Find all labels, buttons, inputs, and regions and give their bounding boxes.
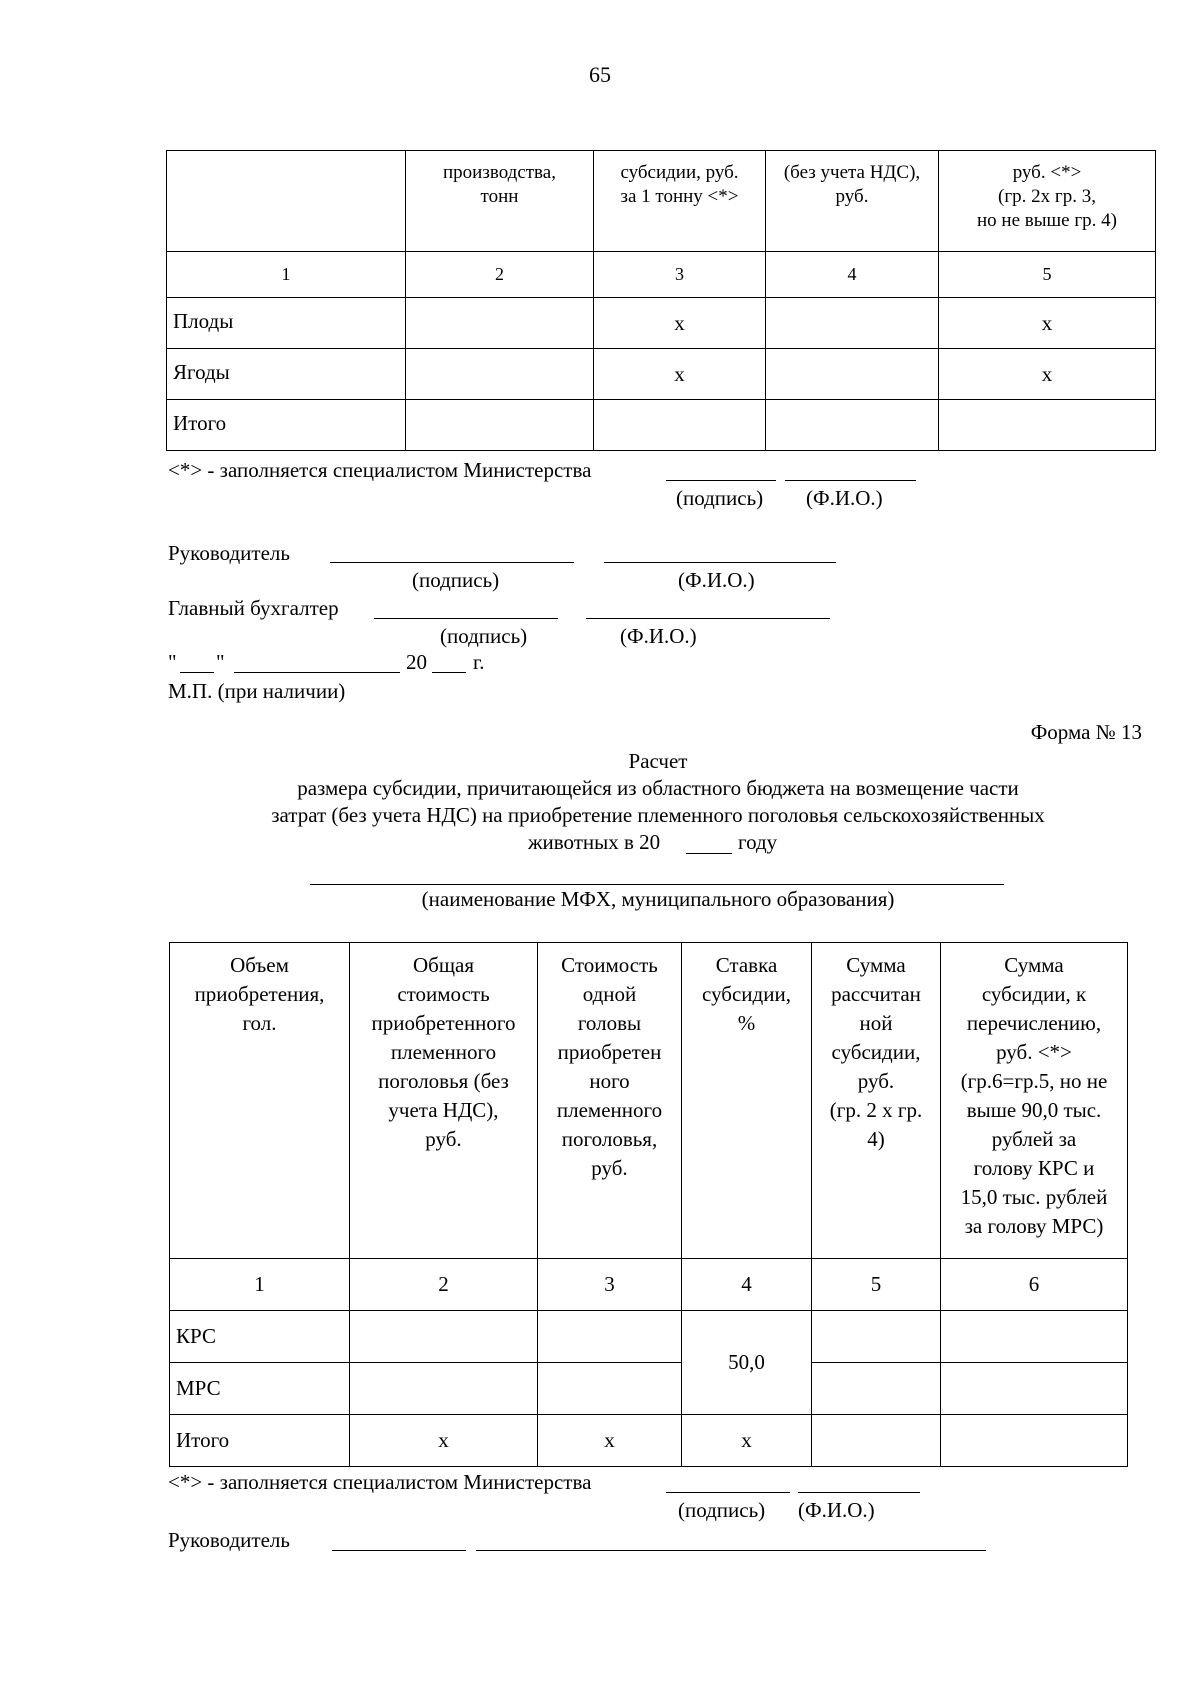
form-subtitle-year-prefix: животных в 20 xyxy=(528,830,661,854)
header-cell: производства, тонн xyxy=(406,151,594,252)
row-label: КРС xyxy=(170,1311,350,1363)
date-quote-close: " xyxy=(216,650,225,674)
table-cell: x xyxy=(350,1415,538,1467)
org-name-line[interactable] xyxy=(310,884,1004,885)
date-year-suffix: г. xyxy=(473,650,485,674)
ministry-note: <*> - заполняется специалистом Министерства xyxy=(168,458,592,482)
table-cell xyxy=(406,400,594,451)
table-row xyxy=(170,1415,1128,1467)
date-year-line[interactable] xyxy=(432,672,466,673)
table-cell xyxy=(766,349,939,400)
name-line[interactable] xyxy=(798,1492,920,1493)
accountant-name-line[interactable] xyxy=(586,618,830,619)
table-cell xyxy=(538,1363,682,1415)
row-label: Ягоды xyxy=(167,349,406,400)
date-quote-open: " xyxy=(168,650,177,674)
accountant-label: Главный бухгалтер xyxy=(168,596,339,620)
name-line[interactable] xyxy=(785,480,916,481)
row-label: МРС xyxy=(170,1363,350,1415)
header-cell: Сумма субсидии, к перечислению, руб. <*> (гр.6=гр.5, но не выше 90,0 тыс. рублей за голову КРС и 15,0 тыс. рублей за голову МРС) xyxy=(941,943,1128,1259)
table-row xyxy=(170,1311,1128,1363)
accountant-signature-caption: (подпись) xyxy=(440,624,528,648)
date-year-prefix: 20 xyxy=(406,650,427,674)
table-row xyxy=(167,298,1156,349)
header-cell: Стоимость одной головы приобретен ного племенного поголовья, руб. xyxy=(538,943,682,1259)
page-number: 65 xyxy=(589,62,611,87)
table-cell xyxy=(766,400,939,451)
header-cell xyxy=(167,151,406,252)
table-header-row xyxy=(167,151,1156,252)
header-cell: Объем приобретения, гол. xyxy=(170,943,350,1259)
accountant-signature-line[interactable] xyxy=(374,618,558,619)
form-number: Форма № 13 xyxy=(1030,720,1142,744)
footer-signature-line[interactable] xyxy=(332,1550,466,1551)
row-label: Плоды xyxy=(167,298,406,349)
row-label: Итого xyxy=(167,400,406,451)
table-cell xyxy=(594,400,766,451)
column-number-row xyxy=(170,1259,1128,1311)
head-name-line[interactable] xyxy=(604,562,836,563)
table-cell: x xyxy=(594,349,766,400)
header-cell: Сумма рассчитан ной субсидии, руб. (гр. 2 х гр. 4) xyxy=(812,943,941,1259)
col-number: 3 xyxy=(594,252,766,298)
footer-name-line[interactable] xyxy=(476,1550,986,1551)
org-caption: (наименование МФХ, муниципального образования) xyxy=(421,887,895,911)
header-cell: (без учета НДС), руб. xyxy=(766,151,939,252)
table-cell xyxy=(941,1363,1128,1415)
col-number: 5 xyxy=(939,252,1156,298)
form-title: Расчет xyxy=(628,749,688,773)
table-cell xyxy=(812,1311,941,1363)
col-number: 1 xyxy=(170,1259,350,1311)
form-year-line[interactable] xyxy=(686,853,732,854)
header-cell: Общая стоимость приобретенного племенного поголовья (без учета НДС), руб. xyxy=(350,943,538,1259)
subsidy-rate-cell: 50,0 xyxy=(682,1311,812,1415)
col-number: 4 xyxy=(682,1259,812,1311)
accountant-name-caption: (Ф.И.О.) xyxy=(620,624,697,648)
form-subtitle-line: затрат (без учета НДС) на приобретение племенного поголовья сельскохозяйственных xyxy=(271,803,1045,827)
column-number-row xyxy=(167,252,1156,298)
table-cell xyxy=(538,1311,682,1363)
signature-line[interactable] xyxy=(666,480,776,481)
col-number: 4 xyxy=(766,252,939,298)
name-caption: (Ф.И.О.) xyxy=(798,1498,875,1522)
head-label: Руководитель xyxy=(168,541,290,565)
table-cell: x xyxy=(594,298,766,349)
table-cell xyxy=(812,1415,941,1467)
table-cell xyxy=(350,1311,538,1363)
form-subtitle-line: размера субсидии, причитающейся из областного бюджета на возмещение части xyxy=(297,776,1019,800)
table-cell: x xyxy=(682,1415,812,1467)
header-cell: руб. <*> (гр. 2х гр. 3, но не выше гр. 4) xyxy=(939,151,1156,252)
name-caption: (Ф.И.О.) xyxy=(806,486,883,510)
table-cell xyxy=(939,400,1156,451)
col-number: 2 xyxy=(350,1259,538,1311)
header-cell: Ставка субсидии, % xyxy=(682,943,812,1259)
ministry-note: <*> - заполняется специалистом Министерства xyxy=(168,1470,592,1494)
col-number: 5 xyxy=(812,1259,941,1311)
head-signature-line[interactable] xyxy=(330,562,574,563)
table-row xyxy=(167,349,1156,400)
table-cell xyxy=(941,1311,1128,1363)
signature-line[interactable] xyxy=(666,1492,790,1493)
table-cell xyxy=(406,349,594,400)
header-cell: субсидии, руб. за 1 тонну <*> xyxy=(594,151,766,252)
table-cell: x xyxy=(939,298,1156,349)
table-cell: x xyxy=(538,1415,682,1467)
col-number: 3 xyxy=(538,1259,682,1311)
signature-caption: (подпись) xyxy=(678,1498,766,1522)
row-label: Итого xyxy=(170,1415,350,1467)
table-cell xyxy=(941,1415,1128,1467)
col-number: 2 xyxy=(406,252,594,298)
table-cell xyxy=(812,1363,941,1415)
form-subtitle-year-suffix: году xyxy=(738,830,778,854)
table-cell xyxy=(406,298,594,349)
fruit-subsidy-table xyxy=(166,150,1156,451)
stamp-label: М.П. (при наличии) xyxy=(168,679,346,703)
head-name-caption: (Ф.И.О.) xyxy=(678,568,755,592)
table-row xyxy=(170,1363,1128,1415)
col-number: 6 xyxy=(941,1259,1128,1311)
date-month-line[interactable] xyxy=(234,672,400,673)
date-day-line[interactable] xyxy=(180,672,214,673)
table-cell: x xyxy=(939,349,1156,400)
table-cell xyxy=(350,1363,538,1415)
table-header-row xyxy=(170,943,1128,1259)
table-cell xyxy=(766,298,939,349)
signature-caption: (подпись) xyxy=(676,486,764,510)
col-number: 1 xyxy=(167,252,406,298)
livestock-subsidy-table xyxy=(169,942,1128,1467)
head-signature-caption: (подпись) xyxy=(412,568,500,592)
table-row xyxy=(167,400,1156,451)
footer-head-label: Руководитель xyxy=(168,1528,290,1552)
